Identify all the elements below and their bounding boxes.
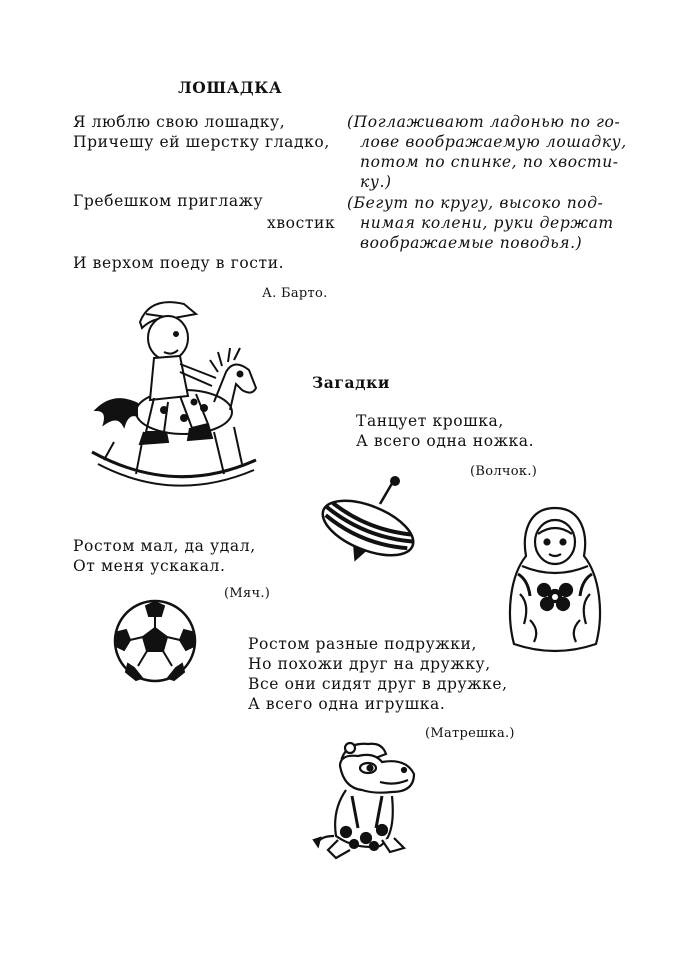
riddle-line: Ростом разные подружки,: [248, 635, 477, 653]
hippo-toy-illustration: [310, 740, 426, 862]
poem-title: ЛОШАДКА: [178, 78, 283, 97]
poem-line: Гребешком приглажу: [73, 192, 264, 210]
poem-line: И верхом поеду в гости.: [73, 254, 285, 272]
riddle-line: Но похожи друг на дружку,: [248, 655, 491, 673]
riddle-line: Все они сидят друг в дружке,: [248, 675, 508, 693]
riddle-line: А всего одна игрушка.: [248, 695, 446, 713]
riddle-line: Ростом мал, да удал,: [73, 537, 256, 555]
stage-direction: ку.): [360, 173, 392, 191]
stage-direction: (Бегут по кругу, высоко под-: [347, 194, 604, 212]
stage-direction: (Поглаживают ладонью по го-: [347, 113, 621, 131]
riddles-title: Загадки: [312, 373, 390, 392]
poem-line: Причешу ей шерстку гладко,: [73, 133, 330, 151]
stage-direction: потом по спинке, по хвости-: [360, 153, 619, 171]
riddle-line: А всего одна ножка.: [356, 432, 535, 450]
stage-direction: лове воображаемую лошадку,: [360, 133, 627, 151]
matryoshka-illustration: [500, 504, 610, 656]
soccer-ball-illustration: [112, 598, 198, 684]
poem-line: Я люблю свою лошадку,: [73, 113, 286, 131]
spinning-top-illustration: [316, 476, 420, 568]
stage-direction: воображаемые поводья.): [360, 234, 583, 252]
riddle-line: Танцует крошка,: [356, 412, 504, 430]
riddle-line: От меня ускакал.: [73, 557, 226, 575]
riddle-answer: (Матрешка.): [425, 726, 515, 741]
stage-direction: нимая колени, руки держат: [360, 214, 614, 232]
poem-line: хвостик: [267, 214, 336, 232]
riddle-answer: (Мяч.): [224, 586, 271, 601]
poem-author: А. Барто.: [262, 286, 328, 301]
riddle-answer: (Волчок.): [470, 464, 538, 479]
rocking-horse-boy-illustration: [84, 292, 264, 492]
